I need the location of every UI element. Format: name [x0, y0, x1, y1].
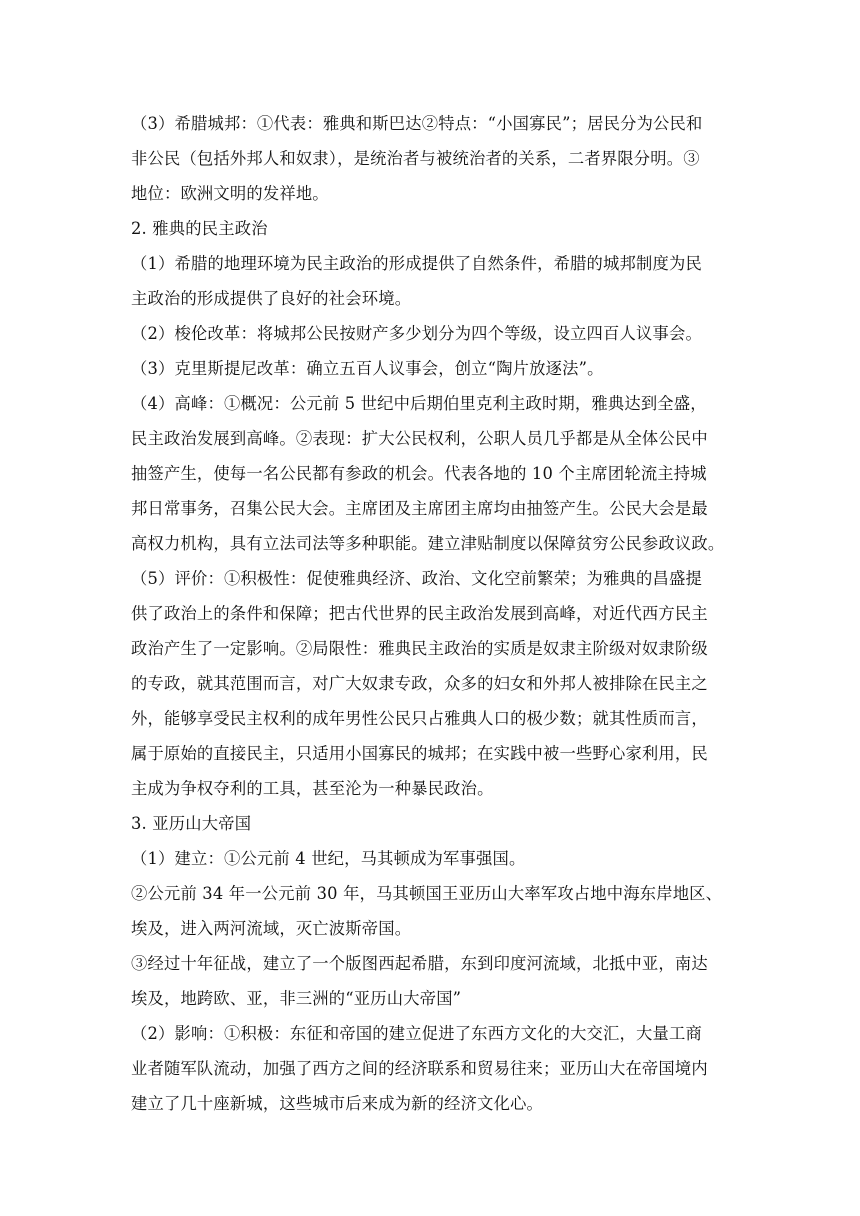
- text-line: 地位：欧洲文明的发祥地。: [131, 184, 329, 203]
- document-body: [131, 106, 731, 1121]
- text-line: ②公元前 34 年一公元前 30 年，马其顿国王亚历山大率军攻占地中海东岸地区、: [131, 884, 723, 903]
- text-line: （3）希腊城邦：①代表：雅典和斯巴达②特点：“小国寡民”；居民分为公民和: [131, 114, 703, 133]
- text-line: 属于原始的直接民主，只适用小国寡民的城邦；在实践中被一些野心家利用，民: [131, 744, 708, 763]
- text-line: ③经过十年征战，建立了一个版图西起希腊，东到印度河流域，北抵中亚，南达: [131, 954, 708, 973]
- text-line: 供了政治上的条件和保障；把古代世界的民主政治发展到高峰，对近代西方民主: [131, 604, 708, 623]
- section-heading: 3. 亚历山大帝国: [131, 814, 252, 833]
- text-line: 主政治的形成提供了良好的社会环境。: [131, 289, 412, 308]
- text-line: （3）克里斯提尼改革：确立五百人议事会，创立“陶片放逐法”。: [131, 359, 604, 378]
- text-line: （1）建立：①公元前 4 世纪，马其顿成为军事强国。: [131, 849, 526, 868]
- text-line: 的专政，就其范围而言，对广大奴隶专政，众多的妇女和外邦人被排除在民主之: [131, 674, 708, 693]
- text-line: 埃及，进入两河流域，灭亡波斯帝国。: [131, 919, 412, 938]
- text-line: 邦日常事务，召集公民大会。主席团及主席团主席均由抽签产生。公民大会是最: [131, 499, 708, 518]
- text-line: 民主政治发展到高峰。②表现：扩大公民权利，公职人员几乎都是从全体公民中: [131, 429, 708, 448]
- text-line: （5）评价：①积极性：促使雅典经济、政治、文化空前繁荣；为雅典的昌盛提: [131, 569, 702, 588]
- section-heading: 2. 雅典的民主政治: [131, 219, 268, 238]
- text-line: （4）高峰：①概况：公元前 5 世纪中后期伯里克利主政时期，雅典达到全盛，: [131, 394, 707, 413]
- text-line: （2）影响：①积极：东征和帝国的建立促进了东西方文化的大交汇，大量工商: [131, 1024, 702, 1043]
- text-line: 业者随军队流动，加强了西方之间的经济联系和贸易往来；亚历山大在帝国境内: [131, 1059, 708, 1078]
- text-line: 外，能够享受民主权利的成年男性公民只占雅典人口的极少数；就其性质而言，: [131, 709, 708, 728]
- text-line: 政治产生了一定影响。②局限性：雅典民主政治的实质是奴隶主阶级对奴隶阶级: [131, 639, 708, 658]
- text-line: 埃及，地跨欧、亚，非三洲的“亚历山大帝国”: [131, 989, 462, 1008]
- text-line: 高权力机构，具有立法司法等多种职能。建立津贴制度以保障贫穷公民参政议政。: [131, 534, 725, 553]
- text-line: 主成为争权夺利的工具，甚至沦为一种暴民政治。: [131, 779, 494, 798]
- text-line: 建立了几十座新城，这些城市后来成为新的经济文化心。: [131, 1094, 544, 1113]
- text-line: 抽签产生，使每一名公民都有参政的机会。代表各地的 10 个主席团轮流主持城: [131, 464, 707, 483]
- text-line: （2）梭伦改革：将城邦公民按财产多少划分为四个等级，设立四百人议事会。: [131, 324, 702, 343]
- text-line: （1）希腊的地理环境为民主政治的形成提供了自然条件，希腊的城邦制度为民: [131, 254, 702, 273]
- text-line: 非公民（包括外邦人和奴隶），是统治者与被统治者的关系，二者界限分明。③: [131, 149, 700, 168]
